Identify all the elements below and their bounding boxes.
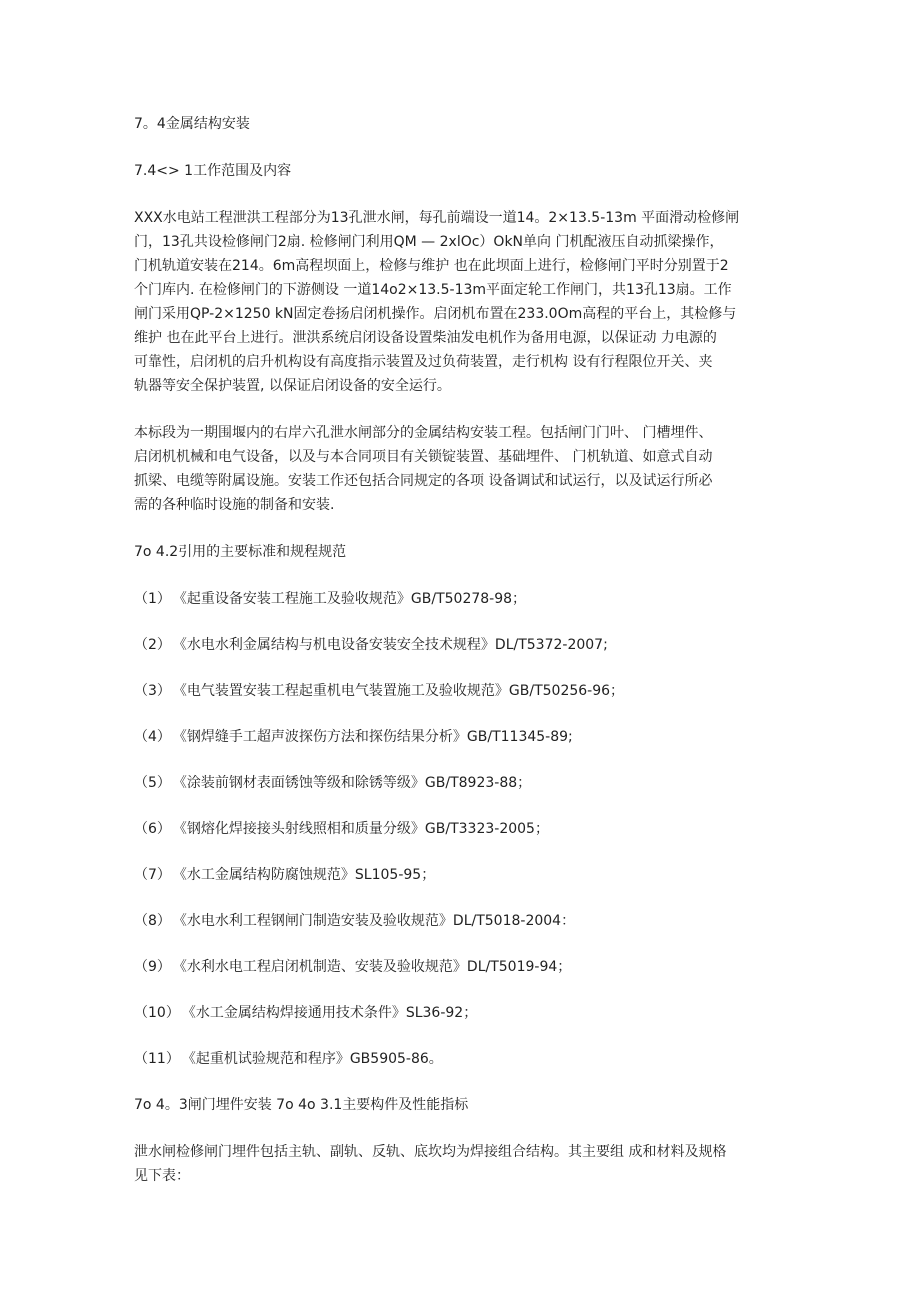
reference-text: 《水利水电工程启闭机制造、安装及验收规范》DL/T5019-94； <box>172 959 572 975</box>
reference-item <box>134 955 794 979</box>
reference-text: 《水电水利金属结构与机电设备安装安全技术规程》DL/T5372-2007; <box>172 637 608 653</box>
reference-number: （3） <box>134 683 171 699</box>
paragraph-embedded-parts <box>134 1140 794 1188</box>
reference-number: （11） <box>134 1051 180 1067</box>
paragraph-line: 启闭机机械和电气设备，以及与本合同项目有关锁锭装置、基础埋件、 门机轨道、如意式自动 <box>134 449 713 465</box>
paragraph-project-overview <box>134 206 794 398</box>
reference-number: （9） <box>134 959 171 975</box>
reference-item <box>134 909 794 933</box>
reference-number: （2） <box>134 637 171 653</box>
reference-number: （7） <box>134 867 171 883</box>
reference-item <box>134 679 794 703</box>
reference-text: 《钢焊缝手工超声波探伤方法和探伤结果分析》GB/T11345-89; <box>172 729 573 745</box>
reference-item <box>134 587 794 611</box>
reference-list <box>134 587 794 1071</box>
reference-item <box>134 771 794 795</box>
reference-item <box>134 1001 794 1025</box>
reference-number: （5） <box>134 775 171 791</box>
paragraph-line: 本标段为一期围堰内的右岸六孔泄水闸部分的金属结构安装工程。包括闸门门叶、 门槽埋件、 <box>134 425 713 441</box>
reference-item <box>134 725 794 749</box>
reference-text: 《水工金属结构防腐蚀规范》SL105-95； <box>172 867 436 883</box>
reference-number: （10） <box>134 1005 180 1021</box>
document-body <box>134 112 794 1211</box>
reference-number: （8） <box>134 913 171 929</box>
paragraph-line: 轨器等安全保护装置, 以保证启闭设备的安全运行。 <box>134 378 451 394</box>
paragraph-bid-scope <box>134 421 794 517</box>
paragraph-line: XXX水电站工程泄洪工程部分为13孔泄水闸，每孔前端设一道14。2×13.5-13m 平面滑动检修闸 <box>134 210 740 226</box>
paragraph-line: 维护 也在此平台上进行。泄洪系统启闭设备设置柴油发电机作为备用电源，以保证动 力电源的 <box>134 330 717 346</box>
section-title: 7。4金属结构安装 <box>134 116 250 132</box>
reference-text: 《涂装前钢材表面锈蚀等级和除锈等级》GB/T8923-88； <box>172 775 532 791</box>
reference-item <box>134 817 794 841</box>
paragraph-line: 可靠性，启闭机的启升机构设有高度指示装置及过负荷装置，走行机构 设有行程限位开关、夹 <box>134 354 713 370</box>
paragraph-line: 泄水闸检修闸门埋件包括主轨、副轨、反轨、底坎均为焊接组合结构。其主要组 成和材料及规格 <box>134 1144 727 1160</box>
subsection-title-gate-embedded-parts: 7o 4。3闸门埋件安装 7o 4o 3.1主要构件及性能指标 <box>134 1097 469 1113</box>
paragraph-line: 闸门采用QP-2×1250 kN固定卷扬启闭机操作。启闭机布置在233.0Om高程的平台上，其检修与 <box>134 306 737 322</box>
paragraph-line: 见下表： <box>134 1168 190 1184</box>
subsection-title-standards: 7o 4.2引用的主要标准和规程规范 <box>134 544 347 560</box>
reference-text: 《钢熔化焊接接头射线照相和质量分级》GB/T3323-2005； <box>172 821 549 837</box>
reference-text: 《起重设备安装工程施工及验收规范》GB/T50278-98； <box>172 591 527 607</box>
reference-text: 《电气装置安装工程起重机电气装置施工及验收规范》GB/T50256-96； <box>172 683 625 699</box>
reference-item <box>134 863 794 887</box>
reference-item <box>134 633 794 657</box>
paragraph-line: 个门库内. 在检修闸门的下游侧设 一道14o2×13.5-13m平面定轮工作闸门，共13孔13扇。工作 <box>134 282 732 298</box>
paragraph-line: 抓梁、电缆等附属设施。安装工作还包括合同规定的各项 设备调试和试运行，以及试运行所必 <box>134 473 713 489</box>
reference-text: 《起重机试验规范和程序》GB5905-86。 <box>181 1051 443 1067</box>
paragraph-line: 门，13孔共设检修闸门2扇. 检修闸门利用QM — 2xlOc）OkN单向 门机配液压自动抓梁操作， <box>134 234 724 250</box>
reference-text: 《水电水利工程钢闸门制造安装及验收规范》DL/T5018-2004： <box>172 913 576 929</box>
reference-number: （4） <box>134 729 171 745</box>
reference-number: （1） <box>134 591 171 607</box>
reference-text: 《水工金属结构焊接通用技术条件》SL36-92； <box>181 1005 478 1021</box>
paragraph-line: 需的各种临时设施的制备和安装. <box>134 497 335 513</box>
subsection-title-work-scope: 7.4<> 1工作范围及内容 <box>134 163 292 179</box>
reference-item <box>134 1047 794 1071</box>
paragraph-line: 门机轨道安装在214。6m高程坝面上，检修与维护 也在此坝面上进行，检修闸门平时分别置于2 <box>134 258 729 274</box>
reference-number: （6） <box>134 821 171 837</box>
